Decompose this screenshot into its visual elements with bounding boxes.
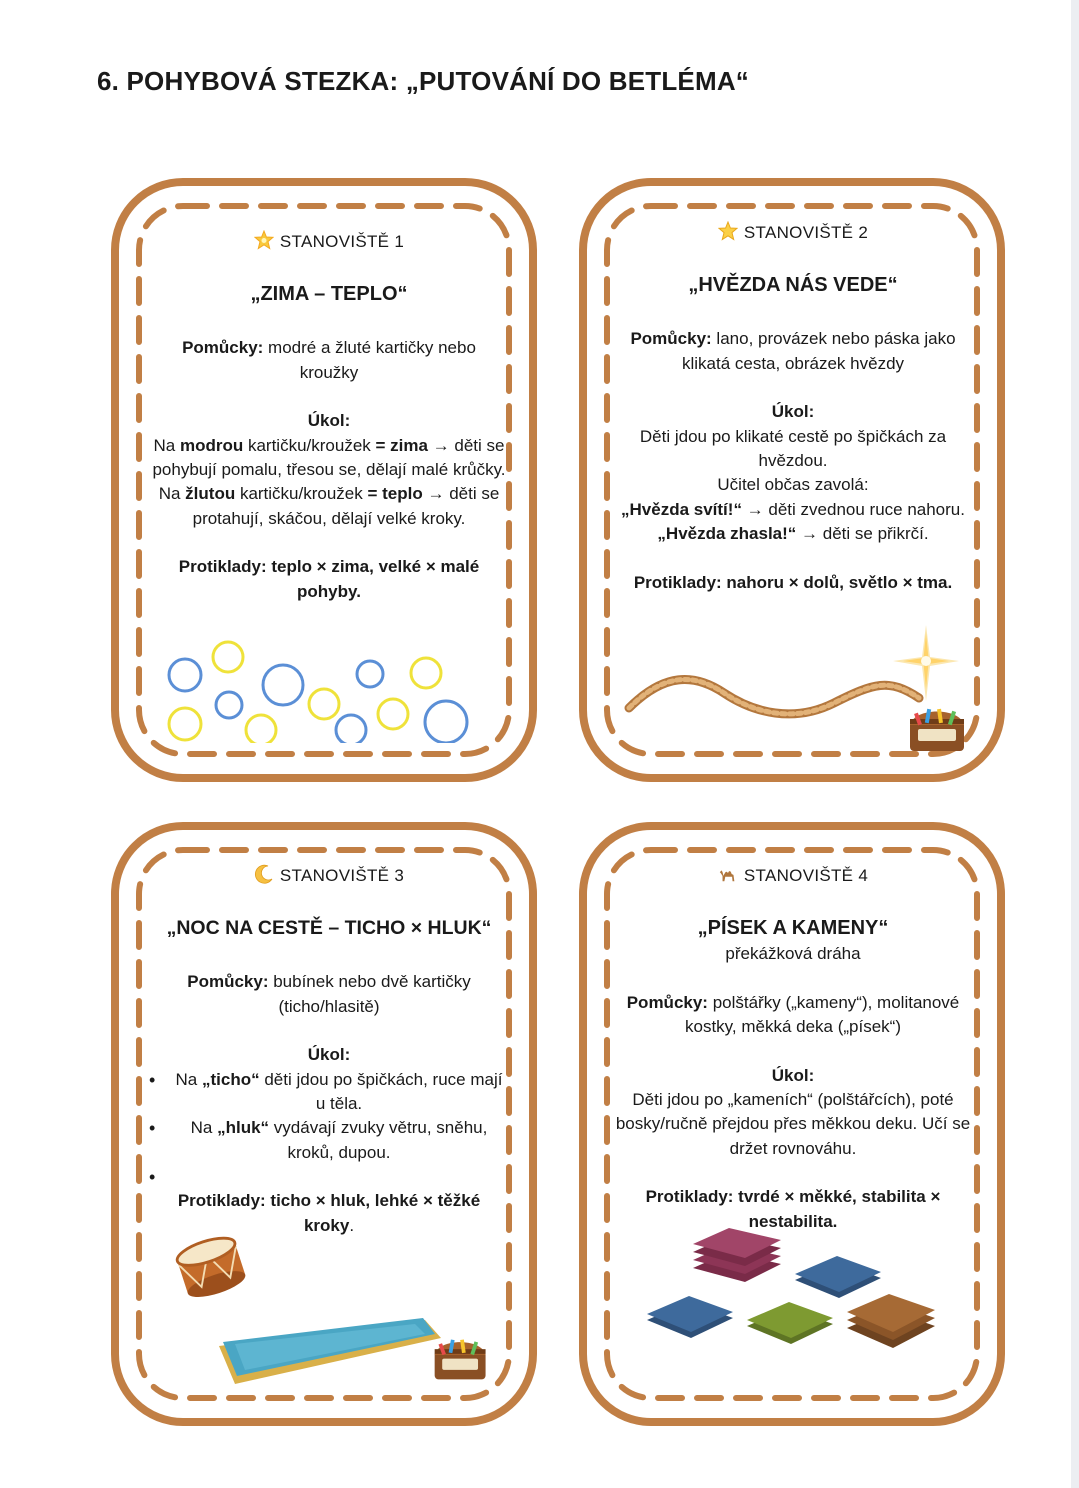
camel-icon — [718, 864, 738, 884]
page-edge — [1071, 0, 1079, 1488]
card-content — [151, 864, 507, 1238]
cushion-stack-pink — [693, 1228, 781, 1282]
station-card-2 — [579, 178, 1005, 782]
task-label: Úkol: — [771, 1065, 815, 1085]
station-label — [151, 230, 507, 254]
contrasts-text: Protiklady: ticho × hluk, lehké × těžké kroky. — [177, 1191, 481, 1235]
crescent-moon-icon — [254, 864, 274, 884]
drum-illustration — [173, 1234, 249, 1300]
card-subtitle: překážková dráha — [725, 944, 861, 964]
call-star-on: „Hvězda svítí!“ → děti zvednou ruce nahoru. — [621, 499, 965, 519]
cushions-illustration — [641, 1222, 941, 1352]
page-title: 6. POHYBOVÁ STEZKA: „PUTOVÁNÍ DO BETLÉMA“ — [97, 66, 749, 96]
station-card-3 — [111, 822, 537, 1426]
task-line-yellow: Na žlutou kartičku/kroužek = teplo → děti se protahují, skáčou, dělají velké kroky. — [158, 484, 500, 528]
tools-text: Pomůcky: lano, provázek nebo páska jako klikatá cesta, obrázek hvězdy — [630, 329, 956, 373]
contrasts-text: Protiklady: nahoru × dolů, světlo × tma. — [633, 572, 953, 592]
call-star-off: „Hvězda zhasla!“ → děti se přikrčí. — [657, 524, 929, 544]
cushion-blue-right — [795, 1256, 881, 1298]
task-block — [611, 1064, 975, 1162]
contrasts-text: Protiklady: tvrdé × měkké, stabilita × nestabilita. — [645, 1187, 941, 1231]
cushion-stack-brown — [847, 1294, 935, 1348]
task-text: Učitel občas zavolá: — [717, 475, 869, 495]
tools-text: Pomůcky: polštářky („kameny“), molitanové kostky, měkká deka („písek“) — [626, 992, 960, 1037]
rope-illustration — [624, 668, 924, 728]
station-card-4 — [579, 822, 1005, 1426]
mat-illustration — [205, 1310, 445, 1390]
station-text: STANOVIŠTĚ 2 — [743, 223, 869, 242]
task-label: Úkol: — [307, 411, 351, 431]
task-block — [611, 400, 975, 546]
station-label — [611, 221, 975, 245]
card-content — [611, 864, 975, 1234]
card-title: „ZIMA – TEPLO“ — [250, 283, 408, 306]
tools-text: Pomůcky: bubínek nebo dvě kartičky (ticho/hlasitě) — [187, 972, 471, 1016]
station-text: STANOVIŠTĚ 4 — [743, 866, 869, 885]
station-label — [611, 864, 975, 888]
list-item: • Na „hluk“ vydávají zvuky větru, sněhu, kroků, dupou. — [171, 1116, 507, 1165]
list-item: • Na „ticho“ děti jdou po špičkách, ruce mají u těla. — [171, 1068, 507, 1117]
station-text: STANOVIŠTĚ 3 — [279, 866, 405, 885]
card-title: „HVĚZDA NÁS VEDE“ — [688, 274, 898, 297]
task-text: Děti jdou po klikaté cestě po špičkách za hvězdou. — [639, 426, 947, 471]
station-label — [151, 864, 507, 888]
task-block — [151, 409, 507, 531]
list-item-empty — [171, 1165, 507, 1189]
tools-text: Pomůcky: modré a žluté kartičky nebo kroužky — [182, 338, 476, 382]
station-text: STANOVIŠTĚ 1 — [279, 232, 405, 251]
card-content — [151, 230, 507, 604]
card-content — [611, 221, 975, 595]
task-label: Úkol: — [771, 402, 815, 422]
task-text: Děti jdou po „kameních“ (polštářcích), poté bosky/ručně přejdou přes měkkou deku. Učí se držet rovnováhu. — [615, 1090, 971, 1158]
cushion-blue-left — [647, 1296, 733, 1338]
card-title: „NOC NA CESTĚ – TICHO × HLUK“ — [166, 917, 492, 940]
task-label: Úkol: — [307, 1045, 351, 1065]
contrasts-text: Protiklady: teplo × zima, velké × malé pohyby. — [178, 557, 480, 601]
glowing-star-icon — [254, 230, 274, 250]
task-block — [151, 1043, 507, 1189]
toy-chest-logo — [904, 703, 974, 758]
toy-chest-logo — [429, 1334, 495, 1386]
cushion-green — [747, 1302, 833, 1344]
station-card-1 — [111, 178, 537, 782]
task-line-blue: Na modrou kartičku/kroužek = zima → děti se pohybují pomalu, třesou se, dělají malé krůčky. — [152, 435, 506, 480]
card-title: „PÍSEK A KAMENY“ — [697, 917, 889, 940]
star-icon — [718, 221, 738, 241]
rings-illustration — [163, 633, 483, 743]
task-bullet-list — [151, 1068, 507, 1190]
